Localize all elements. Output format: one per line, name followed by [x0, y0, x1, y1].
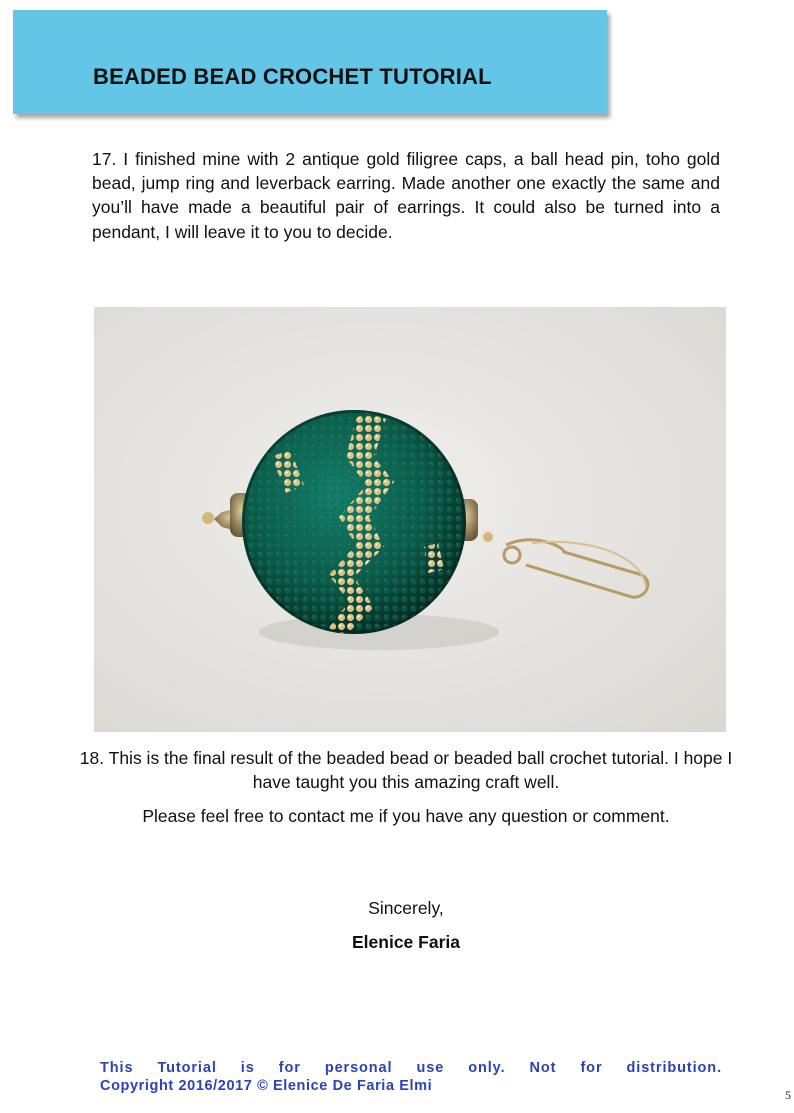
page-title: BEADED BEAD CROCHET TUTORIAL: [93, 64, 492, 89]
step-17-text: 17. I finished mine with 2 antique gold filigree caps, a ball head pin, toho gold bead, jump ring and leverback earring. Made another one exactly the same and you’ll have made a beautiful pair of earrings. It could also be turned into a pendant, I will leave it to you to decide.: [92, 149, 720, 242]
earring-photo: [94, 307, 726, 732]
title-banner: [13, 10, 607, 114]
author-signature: Elenice Faria: [352, 932, 460, 952]
contact-text: Please feel free to contact me if you have any question or comment.: [142, 806, 670, 826]
footer-usage-notice: This Tutorial is for personal use only. Not for distribution.: [100, 1060, 722, 1076]
footer-notice: [100, 1059, 722, 1095]
page-number: 5: [785, 1088, 791, 1102]
step-18-text: 18. This is the final result of the beaded bead or beaded ball crochet tutorial. I hope I have taught you this amazing craft well.: [79, 748, 733, 792]
footer-copyright: Copyright 2016/2017 © Elenice De Faria Elmi: [100, 1078, 433, 1094]
closing-salutation: Sincerely,: [368, 898, 444, 918]
